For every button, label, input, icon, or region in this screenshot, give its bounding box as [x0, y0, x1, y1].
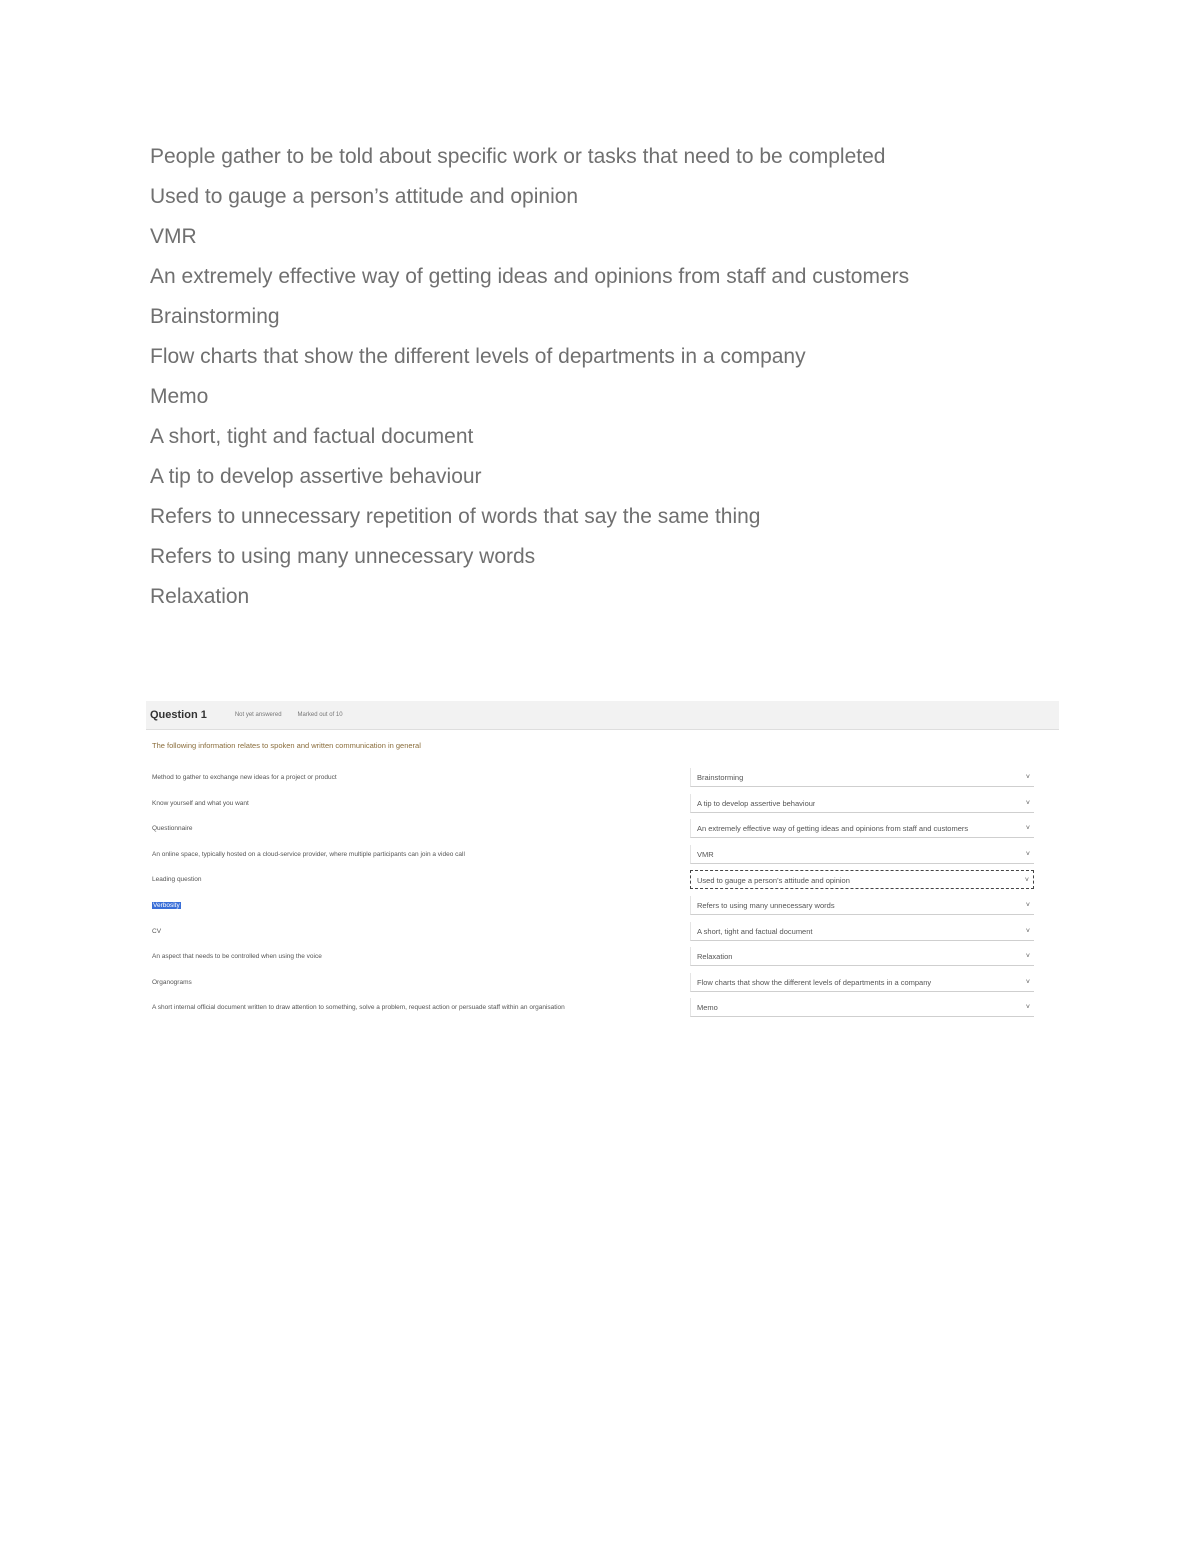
match-row: [146, 844, 1059, 870]
match-prompt: Know yourself and what you want: [152, 799, 249, 807]
answer-select[interactable]: [690, 845, 1034, 864]
answer-bank-item: Used to gauge a person’s attitude and opinion: [150, 185, 579, 208]
chevron-down-icon: ˅: [1025, 953, 1030, 961]
answer-select-value: Memo: [697, 1003, 718, 1013]
answer-select[interactable]: [690, 896, 1034, 915]
chevron-down-icon: ˅: [1025, 978, 1030, 986]
chevron-down-icon: ˅: [1024, 877, 1029, 885]
answer-select[interactable]: [690, 870, 1034, 889]
answer-select[interactable]: [690, 819, 1034, 838]
match-prompt: CV: [152, 927, 162, 935]
match-row: [146, 921, 1059, 947]
answer-select-value: Relaxation: [697, 952, 733, 962]
match-row: [146, 767, 1059, 793]
chevron-down-icon: ˅: [1025, 850, 1030, 858]
matching-rows: [146, 767, 1059, 1023]
answer-select-value: Flow charts that show the different levels of departments in a company: [697, 977, 932, 987]
quiz-question-panel: [146, 701, 1059, 1021]
answer-select[interactable]: [690, 947, 1034, 966]
answer-select-value: A tip to develop assertive behaviour: [697, 798, 816, 808]
answer-bank-item: Brainstorming: [150, 305, 280, 328]
match-prompt: Organograms: [152, 978, 192, 986]
match-prompt: An aspect that needs to be controlled when using the voice: [152, 953, 322, 961]
answer-bank-item: Memo: [150, 385, 209, 408]
answer-bank-item: VMR: [150, 225, 197, 248]
answer-bank-item: Refers to using many unnecessary words: [150, 545, 536, 568]
match-prompt: An online space, typically hosted on a cloud-service provider, where multiple participants can join a video call: [152, 850, 465, 858]
answer-select[interactable]: [690, 922, 1034, 941]
match-prompt: Questionnaire: [152, 825, 193, 833]
answer-bank-item: Flow charts that show the different levels of departments in a company: [150, 345, 806, 368]
answer-bank-item: People gather to be told about specific work or tasks that need to be completed: [150, 145, 886, 168]
answer-bank-item: Relaxation: [150, 585, 250, 608]
answer-bank-item: Refers to unnecessary repetition of words that say the same thing: [150, 505, 761, 528]
question-intro: The following information relates to spoken and written communication in general: [152, 741, 421, 750]
chevron-down-icon: ˅: [1025, 1004, 1030, 1012]
chevron-down-icon: ˅: [1025, 774, 1030, 781]
answer-bank-item: A tip to develop assertive behaviour: [150, 465, 482, 488]
selected-text: Verbosity: [153, 901, 180, 909]
match-row: [146, 818, 1059, 844]
answer-select-value: An extremely effective way of getting ideas and opinions from staff and customers: [697, 824, 969, 834]
answer-bank-item: An extremely effective way of getting ideas and opinions from staff and customers: [150, 265, 910, 288]
match-row: [146, 997, 1059, 1023]
answer-select-value: VMR: [697, 849, 714, 859]
match-prompt: Leading question: [152, 876, 202, 884]
question-marks: Marked out of 10: [297, 712, 343, 718]
answer-bank-list: [150, 141, 1100, 621]
chevron-down-icon: ˅: [1025, 901, 1030, 909]
chevron-down-icon: ˅: [1025, 825, 1030, 833]
match-row: [146, 946, 1059, 972]
match-row: [146, 793, 1059, 819]
match-row: [146, 869, 1059, 895]
match-row: [146, 895, 1059, 921]
answer-select[interactable]: [690, 973, 1034, 992]
match-prompt: [152, 902, 688, 909]
match-prompt: A short internal official document written to draw attention to something, solve a problem, request action or persuade staff within an organisation: [152, 1004, 565, 1012]
answer-select[interactable]: [690, 998, 1034, 1017]
match-row: [146, 972, 1059, 998]
answer-bank-item: A short, tight and factual document: [150, 425, 474, 448]
chevron-down-icon: ˅: [1025, 927, 1030, 935]
answer-select-value: A short, tight and factual document: [697, 926, 813, 936]
question-header: [146, 701, 1059, 730]
answer-select-value: Brainstorming: [697, 773, 744, 782]
chevron-down-icon: ˅: [1025, 799, 1030, 807]
match-prompt: Method to gather to exchange new ideas for a project or product: [152, 774, 337, 781]
question-title: Question 1: [150, 709, 207, 721]
answer-select[interactable]: [690, 794, 1034, 813]
answer-select-value: Used to gauge a person’s attitude and opinion: [697, 876, 850, 886]
answer-select-value: Refers to using many unnecessary words: [697, 900, 835, 910]
question-status: Not yet answered: [234, 712, 282, 718]
answer-select[interactable]: [690, 768, 1034, 787]
